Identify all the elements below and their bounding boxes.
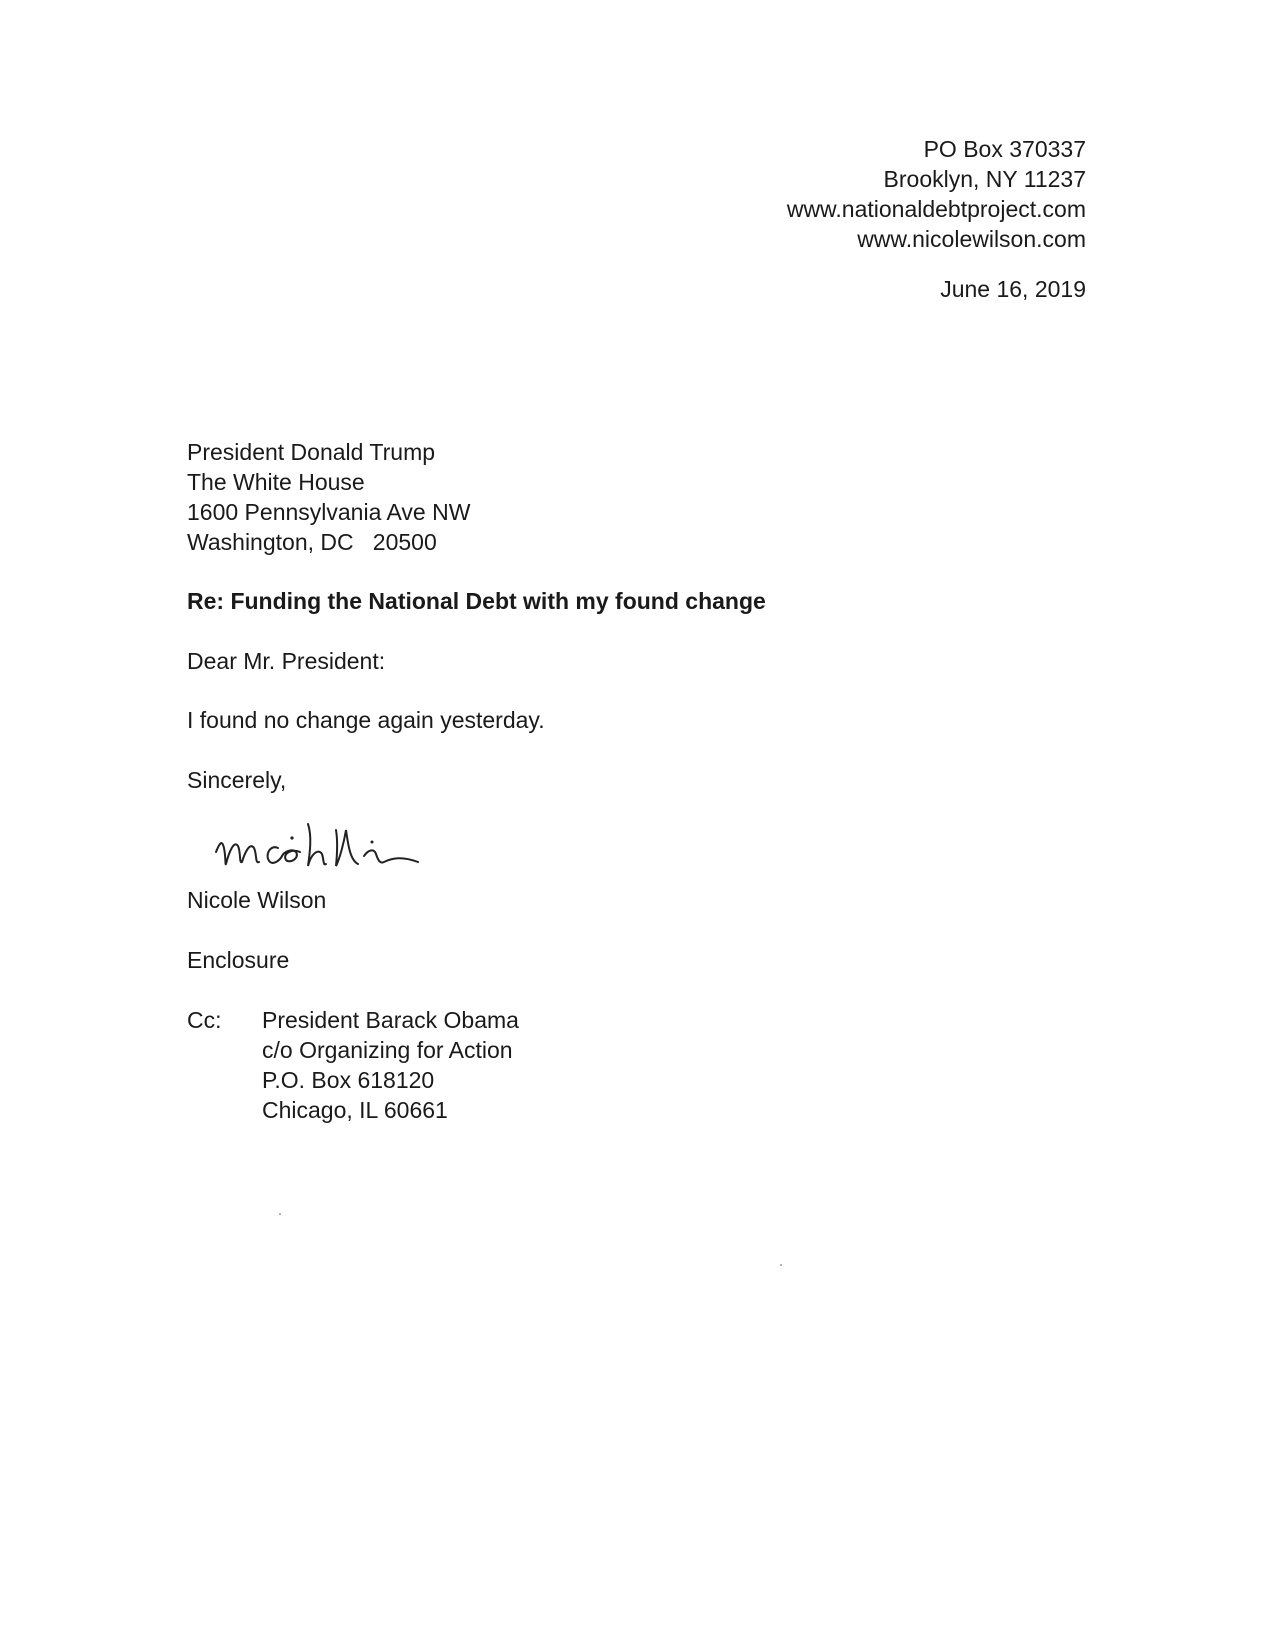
cc-line: President Barack Obama (262, 1007, 519, 1033)
cc-address (262, 1005, 519, 1125)
enclosure-note: Enclosure (187, 947, 290, 973)
subject-line: Re: Funding the National Debt with my found change (187, 588, 766, 614)
sender-line: www.nicolewilson.com (857, 226, 1086, 252)
sender-line: Brooklyn, NY 11237 (883, 166, 1086, 192)
cc-line: Chicago, IL 60661 (262, 1097, 448, 1123)
cc-line: P.O. Box 618120 (262, 1067, 435, 1093)
signer-name: Nicole Wilson (187, 887, 327, 913)
letter-date: June 16, 2019 (940, 276, 1086, 302)
scan-speck (780, 1264, 782, 1266)
sender-address-block (787, 134, 1086, 254)
recipient-line: 1600 Pennsylvania Ave NW (187, 499, 471, 525)
cc-label: Cc: (187, 1007, 222, 1033)
body-paragraph: I found no change again yesterday. (187, 707, 545, 733)
recipient-line: President Donald Trump (187, 439, 436, 465)
salutation: Dear Mr. President: (187, 648, 386, 674)
sender-line: www.nationaldebtproject.com (786, 196, 1086, 222)
cc-line: c/o Organizing for Action (262, 1037, 513, 1063)
closing: Sincerely, (187, 767, 287, 793)
handwritten-signature (212, 818, 452, 888)
recipient-line: Washington, DC 20500 (187, 529, 437, 555)
scan-speck (279, 1213, 281, 1215)
sender-line: PO Box 370337 (923, 136, 1086, 162)
recipient-address-block (187, 437, 470, 557)
recipient-line: The White House (187, 469, 365, 495)
